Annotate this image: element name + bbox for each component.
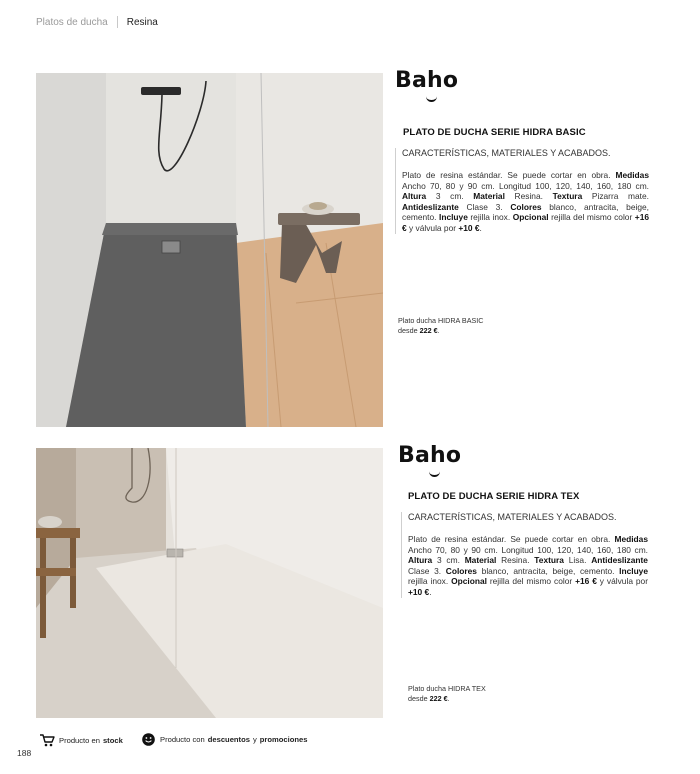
- legend-promo: Producto con descuentos y promociones: [142, 733, 310, 746]
- logo-smile-mark: [429, 469, 440, 477]
- hidra-tex-illustration: [36, 448, 383, 718]
- breadcrumb-separator: [117, 16, 118, 28]
- caption-product-name: Plato ducha HIDRA BASIC: [398, 316, 484, 325]
- legend-stock-bold: stock: [102, 735, 123, 745]
- brand-logo-baho: [395, 68, 458, 93]
- product-details: [395, 148, 649, 234]
- hidra-basic-photo: [36, 73, 383, 427]
- price-value: 222 €: [419, 326, 438, 335]
- product-subtitle: CARACTERÍSTICAS, MATERIALES Y ACABADOS.: [402, 148, 611, 158]
- product-price-caption: [408, 684, 486, 704]
- brand-name: Baho: [398, 443, 462, 468]
- logo-smile-mark: [426, 94, 437, 102]
- breadcrumb-current: Resina: [126, 16, 158, 28]
- caption-product-name: Plato ducha HIDRA TEX: [408, 684, 486, 693]
- brand-logo-baho: [398, 443, 461, 468]
- breadcrumb-section[interactable]: Platos de ducha: [36, 16, 108, 28]
- product-details: [401, 512, 648, 598]
- page-number: 188: [17, 748, 32, 758]
- breadcrumb: [36, 16, 158, 28]
- product-price-caption: [398, 316, 484, 336]
- caption-price-line: desde 222 €.: [408, 694, 450, 703]
- legend-stock-text: Producto en: [59, 735, 100, 745]
- product-title: PLATO DE DUCHA SERIE HIDRA BASIC: [403, 127, 586, 138]
- brand-name: Baho: [395, 68, 459, 93]
- hidra-tex-photo: [36, 448, 383, 718]
- hidra-basic-illustration: [36, 73, 383, 427]
- product-description: Plato de resina estándar. Se puede cortar en obra. Medidas Ancho 70, 80 y 90 cm. Longitud 100, 120, 140, 160, 180 cm. Altura 3 cm. Material Resina. Textura Pizarra mate. Antideslizante Clase 3. Colores blanco, antracita, beige, cemento. Incluye rejilla inox. Opcional rejilla del mismo color +16 € y válvula por +10 €.: [402, 170, 650, 233]
- price-value: 222 €: [429, 694, 448, 703]
- product-title: PLATO DE DUCHA SERIE HIDRA TEX: [408, 491, 580, 502]
- product-description: Plato de resina estándar. Se puede cortar en obra. Medidas Ancho 70, 80 y 90 cm. Longitud 100, 120, 140, 160, 180 cm. Altura 3 cm. Material Resina. Textura Lisa. Antideslizante Clase 3. Colores blanco, antracita, beige, cemento. Incluye rejilla inox. Opcional rejilla del mismo color +16 € y válvula por +10 €.: [408, 534, 648, 597]
- smiley-icon: [142, 733, 155, 746]
- product-subtitle: CARACTERÍSTICAS, MATERIALES Y ACABADOS.: [408, 512, 617, 522]
- legend-promo-text: Producto con: [160, 735, 205, 744]
- cart-icon: [39, 733, 55, 747]
- caption-price-line: desde 222 €.: [398, 326, 440, 335]
- legend-stock: [39, 733, 126, 747]
